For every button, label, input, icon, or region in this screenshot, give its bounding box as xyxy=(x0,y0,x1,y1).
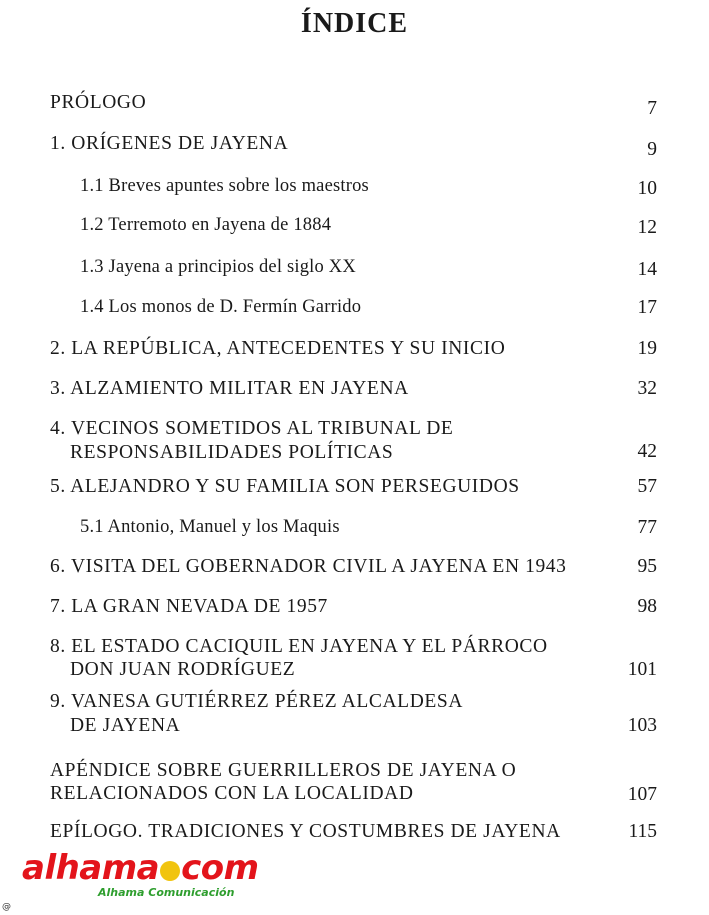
logo-alhama-text: alhama xyxy=(22,848,160,888)
toc-page-number: 101 xyxy=(627,659,657,680)
logo-subtitle: Alhama Comunicación xyxy=(98,886,235,899)
toc-page-number: 77 xyxy=(637,517,657,538)
corner-mark: @ xyxy=(2,902,11,912)
logo-wordmark xyxy=(22,848,259,888)
toc-entry-appendix: APÉNDICE SOBRE GUERRILLEROS DE JAYENA O xyxy=(50,760,517,781)
toc-page-number: 98 xyxy=(637,596,657,617)
toc-entry-chapter-7: 7. LA GRAN NEVADA DE 1957 xyxy=(50,596,328,617)
toc-entry-section-1-2: 1.2 Terremoto en Jayena de 1884 xyxy=(80,215,332,235)
toc-page-number: 19 xyxy=(637,338,657,359)
logo-com-text: com xyxy=(181,848,259,888)
toc-entry-chapter-6: 6. VISITA DEL GOBERNADOR CIVIL A JAYENA EN 1943 xyxy=(50,556,567,577)
toc-page-number: 14 xyxy=(637,259,657,280)
toc-page-number: 57 xyxy=(637,476,657,497)
logo-dot-icon xyxy=(160,861,180,881)
toc-entry-chapter-3: 3. ALZAMIENTO MILITAR EN JAYENA xyxy=(50,378,409,399)
toc-entry-chapter-1: 1. ORÍGENES DE JAYENA xyxy=(50,133,289,154)
toc-entry-appendix-line2: RELACIONADOS CON LA LOCALIDAD xyxy=(50,783,414,804)
toc-entry-chapter-8-line2: DON JUAN RODRÍGUEZ xyxy=(70,659,296,680)
toc-entry-prologo: PRÓLOGO xyxy=(50,92,147,113)
toc-entry-section-1-3: 1.3 Jayena a principios del siglo XX xyxy=(80,257,356,277)
toc-entry-chapter-2: 2. LA REPÚBLICA, ANTECEDENTES Y SU INICIO xyxy=(50,338,506,359)
toc-page-number: 7 xyxy=(647,98,657,119)
toc-entry-epilogue: EPÍLOGO. TRADICIONES Y COSTUMBRES DE JAYENA xyxy=(50,821,561,842)
toc-page-number: 107 xyxy=(627,784,657,805)
toc-entry-chapter-5: 5. ALEJANDRO Y SU FAMILIA SON PERSEGUIDOS xyxy=(50,476,520,497)
toc-page-number: 115 xyxy=(628,821,657,842)
toc-entry-section-1-1: 1.1 Breves apuntes sobre los maestros xyxy=(80,176,369,196)
toc-entry-chapter-4: 4. VECINOS SOMETIDOS AL TRIBUNAL DE xyxy=(50,418,454,439)
toc-page-number: 17 xyxy=(637,297,657,318)
toc-page-number: 32 xyxy=(637,378,657,399)
toc-entry-chapter-8: 8. EL ESTADO CACIQUIL EN JAYENA Y EL PÁRROCO xyxy=(50,636,548,657)
toc-page-number: 12 xyxy=(637,217,657,238)
toc-page-number: 10 xyxy=(637,178,657,199)
page-title: ÍNDICE xyxy=(300,8,409,39)
toc-entry-chapter-9: 9. VANESA GUTIÉRREZ PÉREZ ALCALDESA xyxy=(50,691,464,712)
alhama-logo xyxy=(22,848,282,908)
toc-entry-chapter-9-line2: DE JAYENA xyxy=(70,715,181,736)
toc-entry-section-5-1: 5.1 Antonio, Manuel y los Maquis xyxy=(80,517,340,537)
toc-page-number: 103 xyxy=(627,715,657,736)
toc-entry-section-1-4: 1.4 Los monos de D. Fermín Garrido xyxy=(80,297,362,317)
toc-page-number: 42 xyxy=(637,441,657,462)
toc-page-number: 95 xyxy=(637,556,657,577)
toc-page-number: 9 xyxy=(647,139,657,160)
toc-entry-chapter-4-line2: RESPONSABILIDADES POLÍTICAS xyxy=(70,442,394,463)
